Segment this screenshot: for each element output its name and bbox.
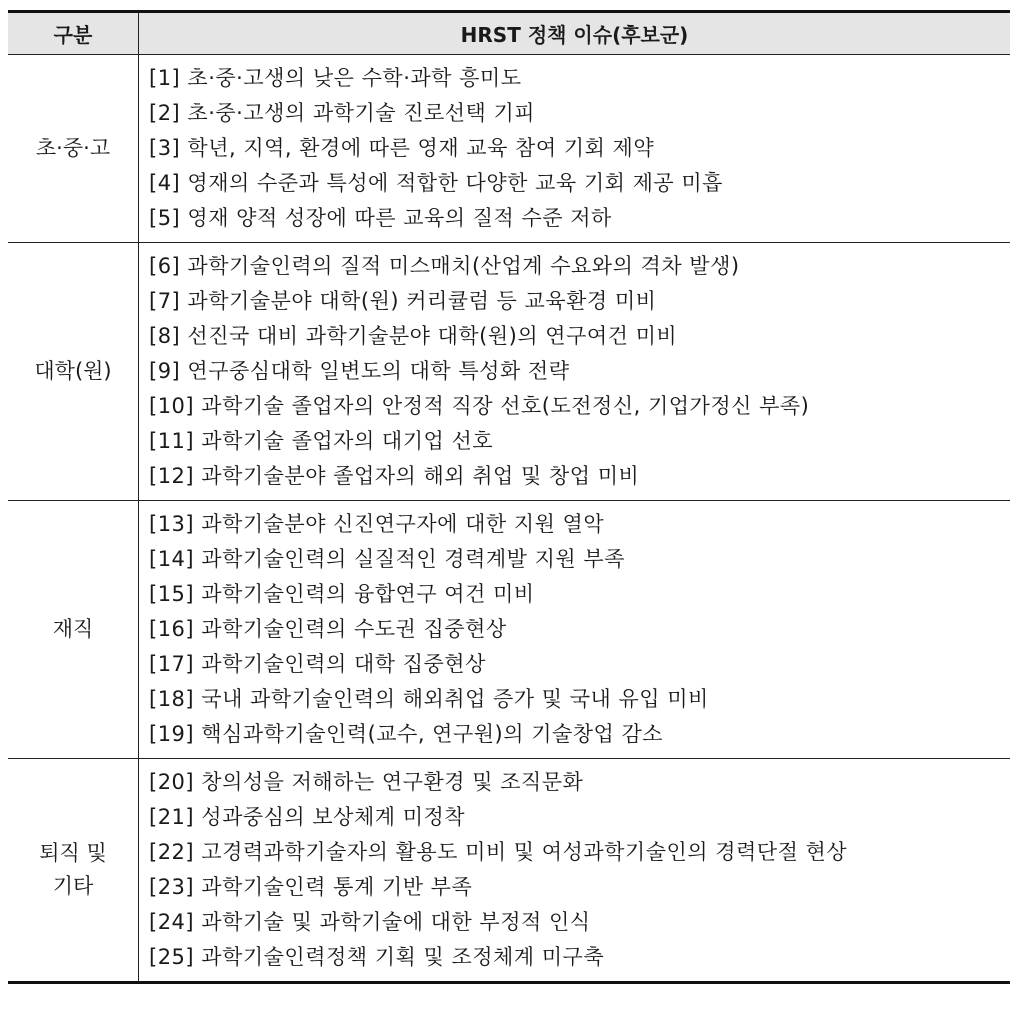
issue-item: [8] 선진국 대비 과학기술분야 대학(원)의 연구여건 미비	[149, 324, 678, 348]
category-cell	[8, 759, 139, 983]
table-row	[8, 759, 1010, 983]
table-row	[8, 243, 1010, 501]
issue-item: [5] 영재 양적 성장에 따른 교육의 질적 수준 저하	[149, 206, 612, 230]
table-row	[8, 501, 1010, 759]
issues-cell	[139, 501, 1011, 759]
issue-item: [22] 고경력과학기술자의 활용도 미비 및 여성과학기술인의 경력단절 현상	[149, 840, 848, 864]
table-row	[8, 55, 1010, 243]
issue-item: [23] 과학기술인력 통계 기반 부족	[149, 875, 473, 899]
table-header-row	[8, 12, 1010, 55]
issues-cell	[139, 243, 1011, 501]
issue-item: [18] 국내 과학기술인력의 해외취업 증가 및 국내 유입 미비	[149, 687, 709, 711]
issue-item: [16] 과학기술인력의 수도권 집중현상	[149, 617, 507, 641]
issue-item: [13] 과학기술분야 신진연구자에 대한 지원 열악	[149, 512, 605, 536]
issue-item: [7] 과학기술분야 대학(원) 커리큘럼 등 교육환경 미비	[149, 289, 657, 313]
issue-item: [2] 초·중·고생의 과학기술 진로선택 기피	[149, 101, 536, 125]
issue-item: [24] 과학기술 및 과학기술에 대한 부정적 인식	[149, 910, 591, 934]
issue-item: [21] 성과중심의 보상체계 미정착	[149, 805, 466, 829]
issue-item: [25] 과학기술인력정책 기획 및 조정체계 미구축	[149, 945, 605, 969]
category-column-header: 구분	[8, 12, 139, 55]
issue-item: [10] 과학기술 졸업자의 안정적 직장 선호(도전정신, 기업가정신 부족)	[149, 394, 810, 418]
category-label: 기타	[52, 874, 94, 898]
category-cell	[8, 501, 139, 759]
issue-item: [11] 과학기술 졸업자의 대기업 선호	[149, 429, 494, 453]
issue-item: [17] 과학기술인력의 대학 집중현상	[149, 652, 486, 676]
issue-item: [19] 핵심과학기술인력(교수, 연구원)의 기술창업 감소	[149, 722, 664, 746]
issue-item: [20] 창의성을 저해하는 연구환경 및 조직문화	[149, 770, 584, 794]
issue-item: [3] 학년, 지역, 환경에 따른 영재 교육 참여 기회 제약	[149, 136, 655, 160]
issue-item: [12] 과학기술분야 졸업자의 해외 취업 및 창업 미비	[149, 464, 640, 488]
issue-item: [9] 연구중심대학 일변도의 대학 특성화 전략	[149, 359, 570, 383]
issue-item: [4] 영재의 수준과 특성에 적합한 다양한 교육 기회 제공 미흡	[149, 171, 723, 195]
issue-item: [15] 과학기술인력의 융합연구 여건 미비	[149, 582, 535, 606]
issues-cell	[139, 55, 1011, 243]
category-label: 퇴직 및	[39, 841, 107, 865]
category-cell	[8, 55, 139, 243]
category-label: 재직	[52, 617, 94, 641]
category-label: 초·중·고	[35, 136, 111, 160]
category-label: 대학(원)	[34, 359, 112, 383]
issue-item: [1] 초·중·고생의 낮은 수학·과학 흥미도	[149, 66, 522, 90]
issues-cell	[139, 759, 1011, 983]
issue-item: [14] 과학기술인력의 실질적인 경력계발 지원 부족	[149, 547, 625, 571]
hrst-policy-issues-table	[8, 10, 1010, 984]
category-cell	[8, 243, 139, 501]
issue-item: [6] 과학기술인력의 질적 미스매치(산업계 수요와의 격차 발생)	[149, 254, 740, 278]
issues-column-header: HRST 정책 이슈(후보군)	[139, 12, 1011, 55]
